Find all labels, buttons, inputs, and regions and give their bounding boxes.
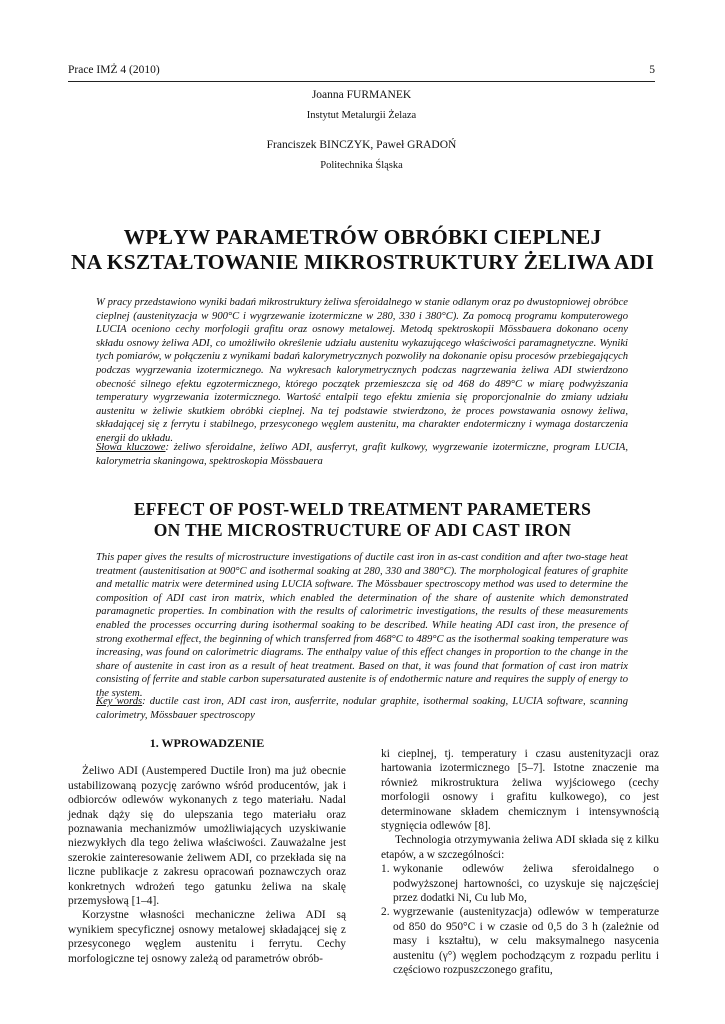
body-paragraph: ki cieplnej, tj. temperatury i czasu austenityzacji oraz hartowania izotermicznego [5–7]. Istotne znaczenie ma również mikrostruktura żeliwa wyjściowego (cechy morfologii osnowy i grafitu kulkowego), co jest determinowane składem chemicznym i intensywnością stygnięcia odlewów [8]. xyxy=(381,748,659,833)
title-line: ON THE MICROSTRUCTURE OF ADI CAST IRON xyxy=(153,520,572,540)
body-paragraph: Technologia otrzymywania żeliwa ADI składa się z kilku etapów, a w szczególności: xyxy=(381,834,659,861)
list-item-text: wykonanie odlewów żeliwa sferoidalnego o podwyższonej hartowności, co uzyskuje się najczęściej przez dodatki Ni, Cu lub Mo, xyxy=(393,863,659,905)
body-column-left xyxy=(68,736,346,966)
body-paragraph: Żeliwo ADI (Austempered Ductile Iron) ma już obecnie ustabilizowaną pozycję zarówno wśród producentów, jak i odbiorców odlewów wykonanych z tego materiału. Nadal jednak dąży się do ulepszania tego materiału oraz poznawania mechanizmów umożliwiających uzyskiwanie niezwykłych dla tego żeliwa właściwości. Zauważalne jest szerokie zainteresowanie żeliwem ADI, co przekłada się na liczne publikacje z zakresu opracowań poznawczych oraz konkretnych wdrożeń tego gatunku żeliwa na skalę przemysłową [1–4]. xyxy=(68,765,346,908)
title-line: NA KSZTAŁTOWANIE MIKROSTRUKTURY ŻELIWA ADI xyxy=(70,250,655,274)
list-item xyxy=(381,862,659,905)
title-english xyxy=(40,499,685,541)
header-rule xyxy=(68,81,655,82)
title-line: WPŁYW PARAMETRÓW OBRÓBKI CIEPLNEJ xyxy=(123,225,602,249)
list-item-number: 2. xyxy=(381,906,390,919)
author-name: Franciszek BINCZYK, Paweł GRADOŃ xyxy=(266,139,457,151)
keywords-text: : żeliwo sferoidalne, żeliwo ADI, ausferryt, grafit kulkowy, wygrzewanie izotermiczne, program LUCIA, kalorymetria skaningowa, spektroskopia Mössbauera xyxy=(96,442,629,467)
author-affiliation: Instytut Metalurgii Żelaza xyxy=(306,110,417,121)
journal-reference: Prace IMŻ 4 (2010) xyxy=(68,64,160,76)
body-column-right xyxy=(381,747,659,978)
abstract-text: W pracy przedstawiono wyniki badań mikrostruktury żeliwa sferoidalnego w stanie odlanym oraz po dwustopniowej obróbce cieplnej (austenityzacja w 900°C i wygrzewanie izotermiczne w 280, 330 i 380°C). Za pomocą programu komputerowego LUCIA oceniono cechy morfologii grafitu oraz osnowy metalowej. Metodą spektroskopii Mössbauera dokonano oceny składu osnowy żeliwa ADI, co umożliwiło określenie udziału austenitu wykazującego właściwości paramagnetyczne. Wyniki tych pomiarów, w połączeniu z wynikami badań kalorymetrycznych pozwoliły na dokonanie opisu procesów przebiegających podczas wygrzewania izotermicznego. Na wykresach kalorymetrycznych podczas nagrzewania żeliwa ADI stwierdzono obecność silnego efektu egzotermicznego, którego początek przemieszcza się od 468 do 489°C w miarę podwyższania temperatury wygrzewania izotermicznego. Wartość entalpii tego efektu zmienia się proporcjonalnie do zmiany udziału austenitu w żeliwie skutkiem obróbki cieplnej. Na tej podstawie stwierdzono, że proces powstawania osnowy żeliwa, składającej się z ferrytu i stabilnego, przesyconego węglem austenitu, ma charakter endotermiczny i wymaga dostarczenia energii do układu. xyxy=(96,297,628,444)
author-block xyxy=(68,86,655,171)
title-line: EFFECT OF POST-WELD TREATMENT PARAMETERS xyxy=(133,499,592,519)
abstract-polish xyxy=(96,296,628,446)
keywords-label: Słowa kluczowe xyxy=(96,442,166,453)
section-heading: 1. WPROWADZENIE xyxy=(149,736,265,750)
list-item-text: wygrzewanie (austenityzacja) odlewów w temperaturze od 850 do 950°C i w czasie od 0,5 do 3 h (zależnie od masy i kształtu), w celu maksymalnego nasycenia austenitu (γ°) węglem pochodzącym z rozpadu perlitu i częściowo rozpuszczonego grafitu, xyxy=(393,906,659,977)
title-polish xyxy=(40,225,685,275)
list-item-number: 1. xyxy=(381,863,390,876)
keywords-english xyxy=(96,695,628,722)
author-name: Joanna FURMANEK xyxy=(311,89,412,101)
abstract-text: This paper gives the results of microstructure investigations of ductile cast iron in as-cast condition and after two-stage heat treatment (austenitisation at 900°C and isothermal soaking at 280, 330 and 380°C). The morphological features of graphite and metallic matrix were determined using LUCIA software. The Mössbauer spectroscopy method was used to determine the composition of ADI cast iron matrix, which enabled the determination of the share of austenite which demonstrated paramagnetic properties. In combination with the results of calorimetric investigations, the results of these measurements enabled the processes occurring during isothermal soaking to be described. While heating ADI cast iron, the presence of strong exothermal effect, the beginning of which transferred from 468°C to 489°C as the isothermal soaking temperature was increasing, was found on calorimetric diagrams. The enthalpy value of this effect changes in proportion to the change in the share of austenite in cast iron as a result of heat treatment. Based on that, it was found that formation of cast iron matrix consisting of ferrite and stable carbon supersaturated austenite is of endothermic nature and requires the supply of energy to the system. xyxy=(96,552,628,699)
keywords-text: : ductile cast iron, ADI cast iron, ausferrite, nodular graphite, isothermal soaking, LUCIA software, scanning calorimetry, Mössbauer spectroscopy xyxy=(96,696,628,721)
author-affiliation: Politechnika Śląska xyxy=(320,160,403,171)
abstract-english xyxy=(96,551,628,701)
keywords-polish xyxy=(96,441,628,468)
page-number: 5 xyxy=(649,64,655,76)
process-steps-list xyxy=(381,862,659,977)
keywords-label: Key words xyxy=(96,696,143,707)
running-head xyxy=(68,64,655,80)
body-paragraph: Korzystne własności mechaniczne żeliwa ADI są wynikiem specyficznej osnowy metalowej składającej się z przesyconego węglem austenitu i ferrytu. Cechy morfologiczne tej osnowy zależą od parametrów obrób- xyxy=(68,909,346,965)
list-item xyxy=(381,905,659,977)
